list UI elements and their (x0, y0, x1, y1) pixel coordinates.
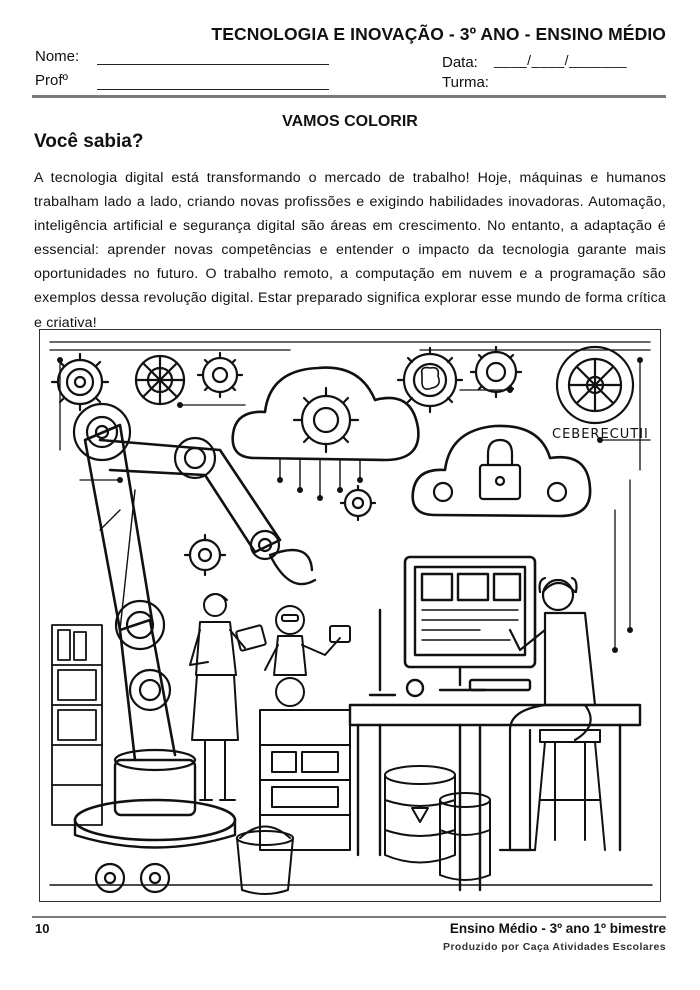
barrel (385, 766, 455, 863)
woman-figure (190, 594, 266, 800)
barrel (440, 793, 490, 880)
gear-icon (557, 347, 633, 423)
gear-icon (185, 535, 225, 575)
gear-icon (341, 486, 375, 520)
storage-cabinet (260, 710, 350, 850)
man-figure (500, 578, 595, 850)
date-blank[interactable]: ____/____/_______ (494, 52, 628, 68)
cloud-gear-icon (233, 368, 419, 501)
teacher-label: Profº (35, 72, 68, 89)
gear-icon (198, 353, 242, 397)
name-label: Nome: (35, 48, 80, 65)
footer-credit: Produzido por Caça Atividades Escolares (443, 941, 666, 953)
bucket (237, 827, 293, 895)
class-label: Turma: (442, 74, 489, 91)
server-shelf (52, 625, 102, 825)
footer-divider (32, 916, 666, 918)
date-label: Data: (442, 54, 478, 71)
humanoid-robot (265, 606, 350, 706)
section-title: VAMOS COLORIR (282, 113, 418, 130)
work-desk (350, 557, 640, 890)
footer-level: Ensino Médio - 3º ano 1º bimestre (449, 921, 666, 936)
circuit-lines (50, 342, 650, 650)
header-divider (32, 95, 666, 98)
did-you-know-heading: Você sabia? (34, 131, 144, 152)
coloring-illustration (39, 329, 661, 902)
gear-icon (136, 356, 184, 404)
name-line[interactable] (97, 64, 329, 65)
teacher-line[interactable] (97, 89, 329, 90)
brain-gear-icon (398, 348, 462, 412)
gear-icon (96, 864, 124, 892)
worksheet-title: TECNOLOGIA E INOVAÇÃO - 3º ANO - ENSINO MÉDIO (211, 24, 666, 44)
stool (535, 730, 605, 850)
gear-icon (141, 864, 169, 892)
info-paragraph: A tecnologia digital está transformando o mercado de trabalho! Hoje, máquinas e humanos trabalham lado a lado, criando novas profissões e exigindo habilidades inovadoras. Automação, inteligência artificial e segurança digital são áreas em crescimento. No entanto, a adaptação é essencial: aprender novas competências e entender o impacto da tecnologia garante mais oportunidades no futuro. O trabalho remoto, a computação em nuvem e a programação são exemplos dessa revolução digital. Estar preparado significa explorar esse mundo de forma crítica e criativa! (34, 170, 666, 331)
page-number: 10 (35, 921, 50, 936)
wall-label: CEBERECUTII (552, 427, 649, 442)
